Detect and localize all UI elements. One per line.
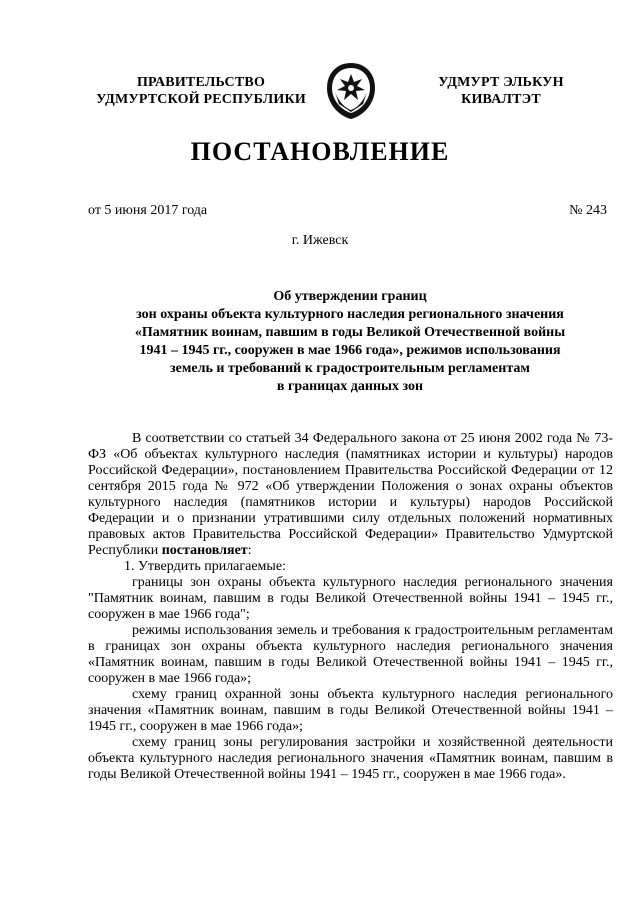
header-left [88, 74, 314, 108]
intro-end: : [247, 543, 252, 558]
document-city: г. Ижевск [291, 233, 349, 248]
subject-line: Об утверждении границ [273, 289, 427, 304]
subject-line: земель и требований к градостроительным регламентам [170, 361, 530, 376]
item-1-heading: 1. Утвердить прилагаемые: [124, 559, 286, 574]
document-number: № 243 [569, 203, 607, 218]
header-left-line1: ПРАВИТЕЛЬСТВО [136, 75, 266, 90]
header-right-line1: УДМУРТ ЭЛЬКУН [438, 75, 564, 90]
header-right [412, 74, 590, 108]
document-subject [90, 288, 610, 396]
list-item: режимы использования земель и требования к градостроительным регламентам в границах зон охраны объекта культурного наследия регионального значения «Памятник воинам, павшим в годы Великой Отечественной войны 1941 – 1945 гг., сооружен в мае 1966 года»; [88, 623, 613, 686]
subject-line: 1941 – 1945 гг., сооружен в мае 1966 года», режимов использования [139, 343, 561, 358]
document-title: ПОСТАНОВЛЕНИЕ [190, 137, 450, 166]
intro-text: В соответствии со статьей 34 Федерального закона от 25 июня 2002 года № 73-ФЗ «Об объектах культурного наследия (памятниках истории и культуры) народов Российской Федерации», постановлением Правительства Российской Федерации от 12 сентября 2015 года № 972 «Об утверждении Положения о зонах охраны объектов культурного наследия (памятников истории и культуры) народов Российской Федерации и о признании утратившими силу отдельных положений нормативных правовых актов Правительства Российской Федерации» Правительство Удмуртской Республики [88, 431, 613, 558]
udmurt-coat-of-arms-icon [325, 62, 377, 120]
intro-paragraph [88, 431, 613, 559]
header-right-line2: КИВАЛТЭТ [461, 92, 541, 107]
list-item: схему границ охранной зоны объекта культурного наследия регионального значения «Памятник воинам, павшим в годы Великой Отечественной войны 1941 – 1945 гг., сооружен в мае 1966 года»; [88, 687, 613, 734]
subject-line: «Памятник воинам, павшим в годы Великой Отечественной войны [134, 325, 566, 340]
list-item: границы зон охраны объекта культурного наследия регионального значения "Памятник воинам, павшим в годы Великой Отечественной войны 1941 – 1945 гг., сооружен в мае 1966 года"; [88, 575, 613, 622]
document-date: от 5 июня 2017 года [88, 203, 208, 218]
subject-line: зон охраны объекта культурного наследия регионального значения [136, 307, 564, 322]
intro-bold-verb: постановляет [161, 543, 248, 558]
header-left-line2: УДМУРТСКОЙ РЕСПУБЛИКИ [96, 92, 306, 107]
document-body [88, 431, 613, 783]
list-item: схему границ зоны регулирования застройки и хозяйственной деятельности объекта культурного наследия регионального значения «Памятник воинам, павшим в годы Великой Отечественной войны 1941 – 1945 гг., сооружен в мае 1966 года». [88, 735, 613, 782]
subject-line: в границах данных зон [276, 379, 424, 394]
